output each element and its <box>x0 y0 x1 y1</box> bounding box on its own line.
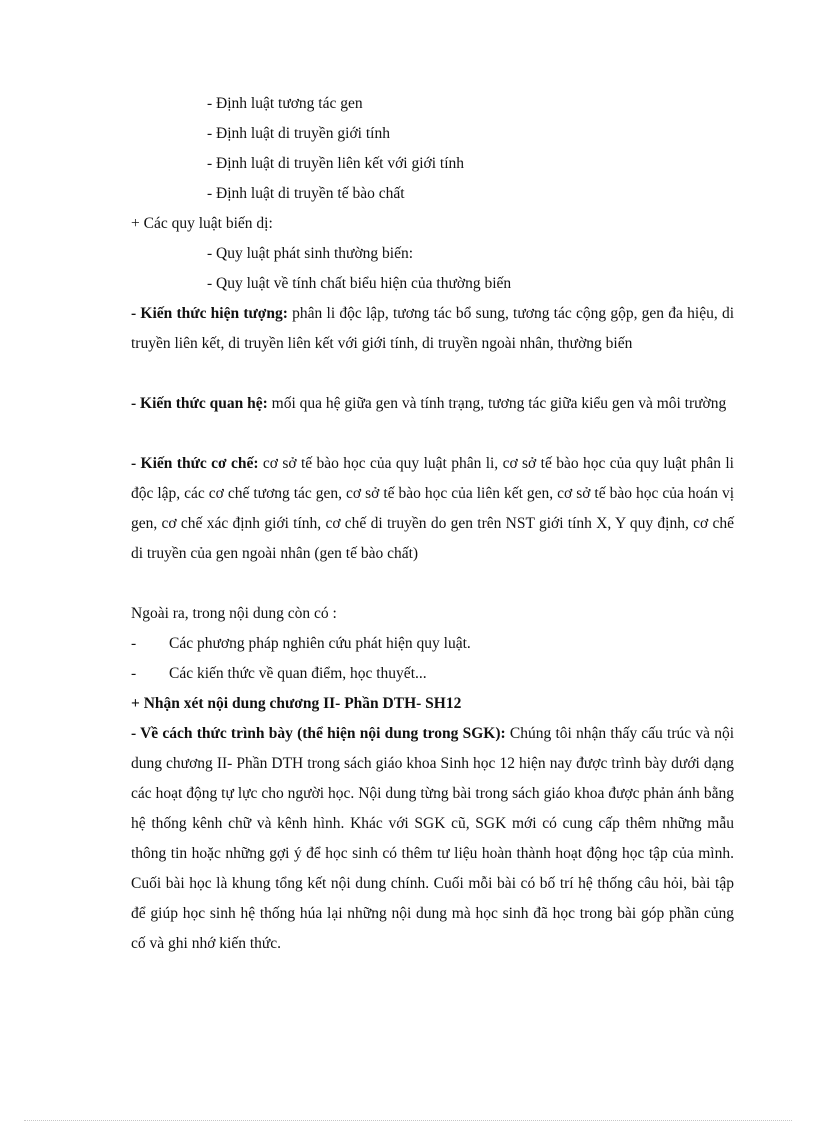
phenomenon-paragraph <box>131 299 734 359</box>
phenomenon-text: phân li độc lập, tương tác bổ sung, tương tác cộng gộp, gen đa hiệu, di truyền liên kết, di truyền liên kết với giới tính, di truyền ngoài nhân, thường biến <box>131 305 734 352</box>
phenomenon-label: - Kiến thức hiện tượng: <box>131 305 288 322</box>
besides-item-text: Các kiến thức về quan điểm, học thuyết... <box>169 665 427 682</box>
variation-item: - Quy luật về tính chất biểu hiện của thường biến <box>207 275 512 292</box>
law-item: - Định luật di truyền giới tính <box>207 125 390 142</box>
presentation-paragraph <box>131 719 734 959</box>
relation-text: mối qua hệ giữa gen và tính trạng, tương tác giữa kiểu gen và môi trường <box>267 395 727 412</box>
presentation-label: - Về cách thức trình bày (thể hiện nội dung trong SGK): <box>131 725 506 742</box>
besides-item <box>131 634 471 654</box>
presentation-text: Chúng tôi nhận thấy cấu trúc và nội dung chương II- Phần DTH trong sách giáo khoa Sinh học 12 hiện nay được trình bày dưới dạng các hoạt động tự lực cho người học. Nội dung từng bài trong sách giáo khoa được phản ánh bằng hệ thống kênh chữ và kênh hình. Khác với SGK cũ, SGK mới có cung cấp thêm những mẫu thông tin hoặc những gợi ý để học sinh có thêm tư liệu hoàn thành hoạt động học tập của mình. Cuối bài học là khung tổng kết nội dung chính. Cuối mỗi bài có bố trí hệ thống câu hỏi, bài tập để giúp học sinh hệ thống húa lại những nội dung mà học sinh đã học trong bài góp phần củng cố và ghi nhớ kiến thức. <box>131 725 735 952</box>
dash-marker: - <box>131 635 137 652</box>
besides-item <box>131 664 427 684</box>
relation-paragraph <box>131 389 734 419</box>
besides-item-text: Các phương pháp nghiên cứu phát hiện quy luật. <box>169 635 471 652</box>
law-item: - Định luật di truyền tế bào chất <box>207 185 405 202</box>
page-bottom-divider <box>24 1120 792 1121</box>
remark-heading: + Nhận xét nội dung chương II- Phần DTH- SH12 <box>131 695 462 712</box>
variation-heading: + Các quy luật biến dị: <box>131 215 273 232</box>
besides-text: Ngoài ra, trong nội dung còn có : <box>131 605 337 622</box>
variation-item: - Quy luật phát sinh thường biến: <box>207 245 414 262</box>
law-item: - Định luật tương tác gen <box>207 95 363 112</box>
mechanism-paragraph <box>131 449 734 569</box>
mechanism-label: - Kiến thức cơ chế: <box>131 455 259 472</box>
law-item: - Định luật di truyền liên kết với giới tính <box>207 155 465 172</box>
mechanism-text: cơ sở tế bào học của quy luật phân li, cơ sở tế bào học của quy luật phân li độc lập, các cơ chế tương tác gen, cơ sở tế bào học của liên kết gen, cơ sở tế bào học của hoán vị gen, cơ chế xác định giới tính, cơ chế di truyền do gen trên NST giới tính X, Y quy định, cơ chế di truyền của gen ngoài nhân (gen tế bào chất) <box>131 455 734 562</box>
dash-marker: - <box>131 665 137 682</box>
relation-label: - Kiến thức quan hệ: <box>131 395 268 412</box>
